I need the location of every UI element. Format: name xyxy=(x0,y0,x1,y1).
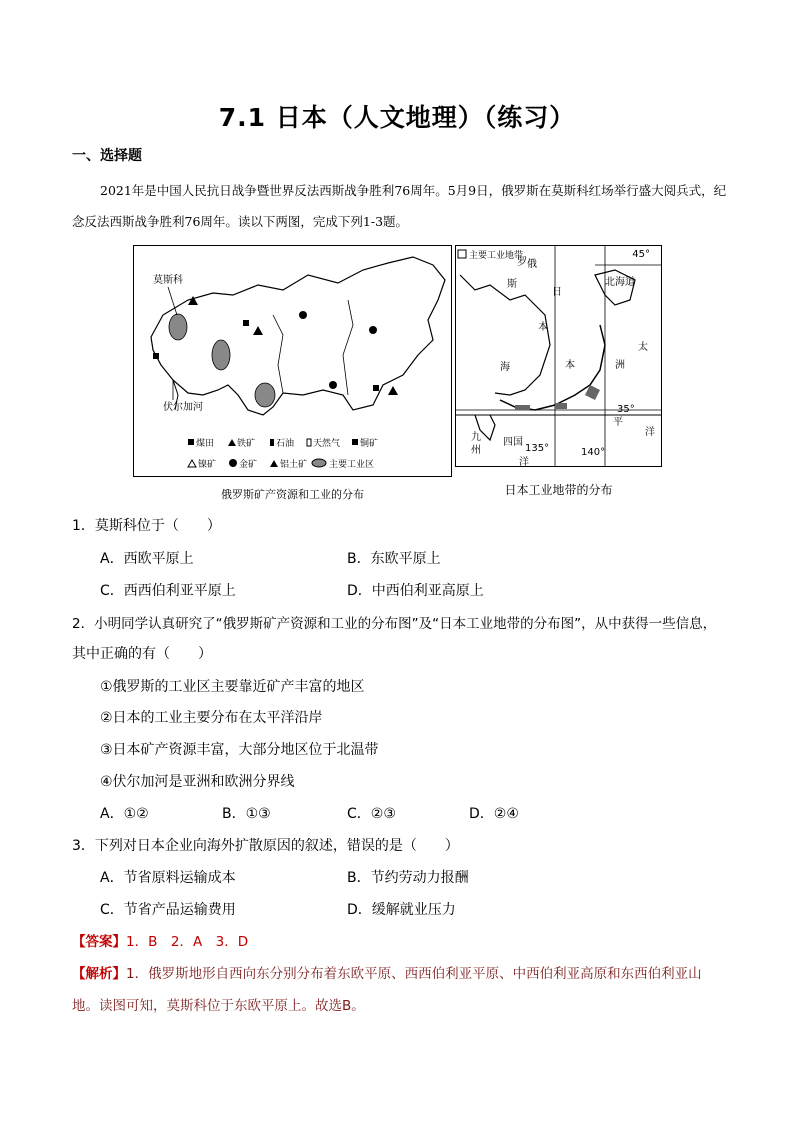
q3-option-c: C．节省产品运输费用 xyxy=(100,902,236,918)
russia-map xyxy=(133,245,452,477)
legend-industrial-zone: 主要工业区 xyxy=(329,460,375,470)
moscow-label: 莫斯科 xyxy=(153,275,183,286)
section-heading: 一、选择题 xyxy=(72,148,142,164)
legend-bauxite: 铝土矿 xyxy=(280,460,308,470)
legend-oil: 石油 xyxy=(276,439,295,449)
q1-option-b: B．东欧平原上 xyxy=(347,551,441,567)
russia-si-label: 斯 xyxy=(507,279,517,290)
japan-ri-label: 日 xyxy=(552,287,562,298)
q2-statement-4: ④伏尔加河是亚洲和欧洲分界线 xyxy=(100,774,295,790)
russia-e-label: 俄 xyxy=(527,259,537,270)
question-2-stem-line1: 2．小明同学认真研究了“俄罗斯矿产资源和工业的分布图”及“日本工业地带的分布图”，从中获得一些信息， xyxy=(72,616,717,632)
q2-option-d: D．②④ xyxy=(469,806,519,822)
legend-gas: 天然气 xyxy=(313,439,341,449)
russia-luo-label: 罗 xyxy=(517,257,527,268)
q2-statement-1: ①俄罗斯的工业区主要靠近矿产丰富的地区 xyxy=(100,679,365,695)
pacific-tai-label: 太 xyxy=(638,342,648,353)
lat45-label: 45° xyxy=(632,249,650,260)
q2-statement-2: ②日本的工业主要分布在太平洋沿岸 xyxy=(100,710,323,726)
q2-option-b: B．①③ xyxy=(222,806,271,822)
honshu-zhou-label: 洲 xyxy=(615,360,625,371)
honshu-ben-label: 本 xyxy=(565,360,575,371)
shikoku-label: 四国 xyxy=(503,437,523,448)
analysis-line1 xyxy=(72,962,702,982)
intro-paragraph: 2021年是中国人民抗日战争暨世界反法西斯战争胜利76周年。5月9日，俄罗斯在莫斯科红场举行盛大阅兵式，纪念反法西斯战争胜利76周年。读以下两图，完成下列1-3题。 xyxy=(72,183,727,229)
map2-legend: 主要工业地带 xyxy=(469,251,524,261)
q3-option-d: D．缓解就业压力 xyxy=(347,902,456,918)
sea-hai-label: 海 xyxy=(500,362,510,373)
volga-label: 伏尔加河 xyxy=(163,402,203,413)
question-3-stem: 3．下列对日本企业向海外扩散原因的叙述，错误的是（ ） xyxy=(72,838,459,854)
kyushu-jiu-label: 九 xyxy=(471,432,481,443)
pacific-yang-label: 洋 xyxy=(645,427,655,438)
japan-map-caption: 日本工业地带的分布 xyxy=(504,483,613,497)
legend-coal: 煤田 xyxy=(196,439,215,449)
question-2-stem-line2: 其中正确的有（ ） xyxy=(72,646,212,662)
answer-label: 【答案】 xyxy=(72,934,126,950)
q1-option-c: C．西西伯利亚平原上 xyxy=(100,583,236,599)
lon135-label: 135° xyxy=(525,443,550,454)
kyushu-zhou-label: 州 xyxy=(471,445,481,456)
russia-map-caption: 俄罗斯矿产资源和工业的分布 xyxy=(221,488,364,501)
answer-text: 1．B 2．A 3．D xyxy=(126,934,249,950)
ocean-yang-label: 洋 xyxy=(519,457,529,467)
legend-copper: 铜矿 xyxy=(360,439,379,449)
q2-option-c: C．②③ xyxy=(347,806,396,822)
q3-option-a: A．节省原料运输成本 xyxy=(100,870,236,886)
legend-nickel: 镍矿 xyxy=(198,460,217,470)
q1-option-d: D．中西伯利亚高原上 xyxy=(347,583,484,599)
pacific-ping-label: 平 xyxy=(613,417,623,428)
analysis-label: 【解析】 xyxy=(72,966,126,982)
answer-line xyxy=(72,930,248,950)
russia-map-figure xyxy=(133,245,452,477)
japan-map-figure xyxy=(455,245,662,467)
legend-iron: 铁矿 xyxy=(237,439,256,449)
legend-gold: 金矿 xyxy=(239,460,258,470)
question-1-stem: 1．莫斯科位于（ ） xyxy=(72,518,221,534)
q2-option-a: A．①② xyxy=(100,806,149,822)
analysis-line2: 地。读图可知，莫斯科位于东欧平原上。故选B。 xyxy=(72,998,365,1014)
lat35-label: 35° xyxy=(617,404,635,415)
q1-option-a: A．西欧平原上 xyxy=(100,551,194,567)
lon140-label: 140° xyxy=(581,447,606,458)
japan-ben-label: 本 xyxy=(538,322,548,333)
page-title: 7.1 日本（人文地理）（练习） xyxy=(218,103,576,132)
japan-map xyxy=(455,245,662,467)
hokkaido-label: 北海道 xyxy=(605,277,635,288)
q2-statement-3: ③日本矿产资源丰富，大部分地区位于北温带 xyxy=(100,742,379,758)
q3-option-b: B．节约劳动力报酬 xyxy=(347,870,469,886)
analysis-text-1: 1．俄罗斯地形自西向东分别分布着东欧平原、西西伯利亚平原、中西伯利亚高原和东西伯利亚山 xyxy=(126,966,702,982)
